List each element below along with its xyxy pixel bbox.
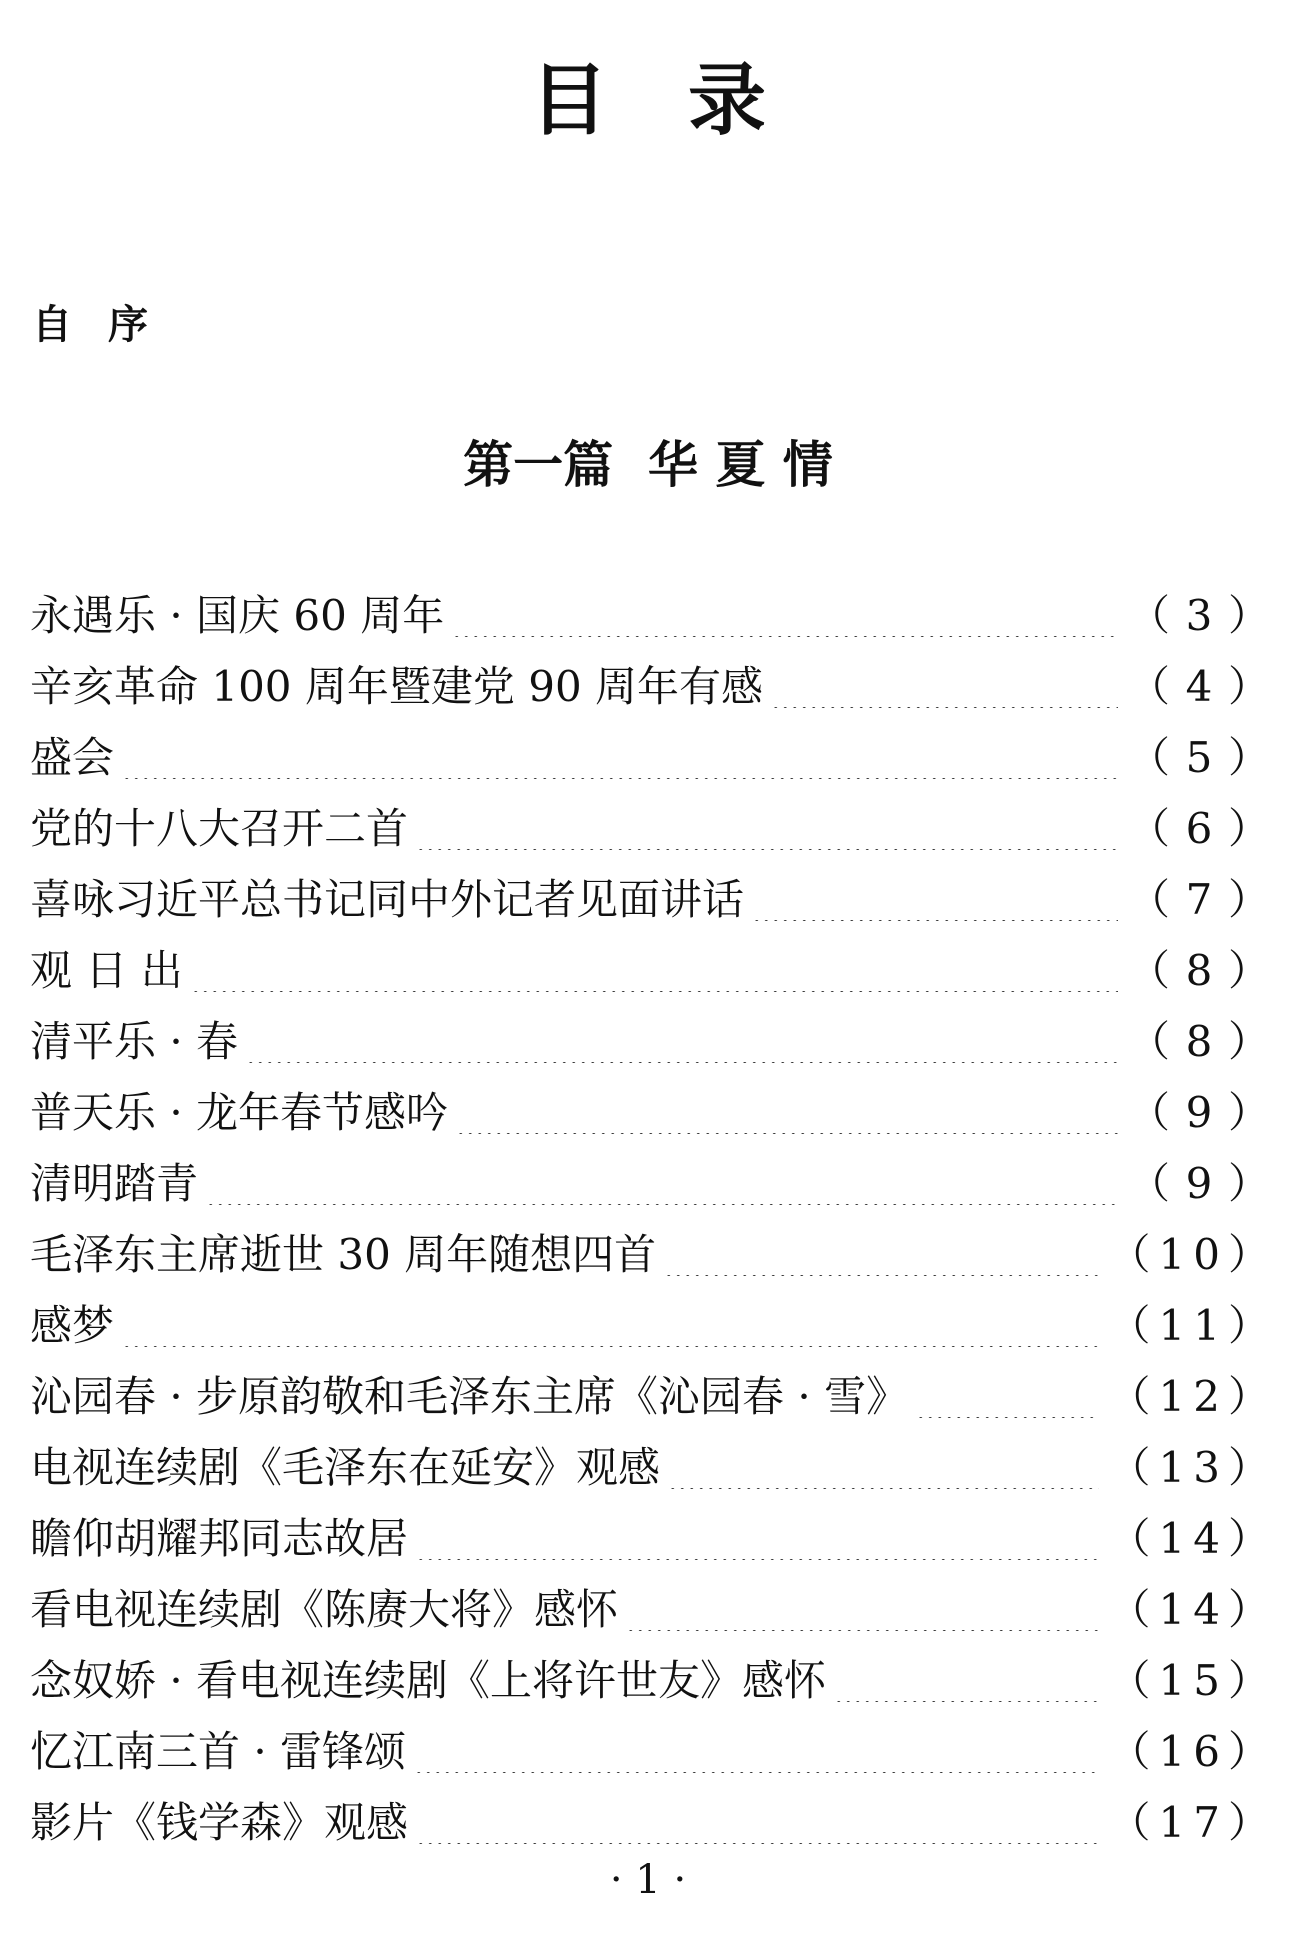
open-paren: （	[1108, 1300, 1151, 1350]
toc-page-number: 7	[1185, 874, 1221, 924]
toc-page-number: 17	[1158, 1797, 1228, 1847]
toc-page-ref	[1108, 1442, 1270, 1492]
toc-entry-title: 盛会	[30, 732, 115, 782]
toc-entry-title: 观 日 出	[30, 945, 183, 995]
toc-entry	[30, 1148, 1270, 1219]
toc-page-number: 8	[1185, 945, 1221, 995]
open-paren: （	[1108, 1797, 1151, 1847]
toc-page-ref	[1128, 945, 1270, 995]
toc-page-ref	[1128, 732, 1270, 782]
close-paren: ）	[1227, 1158, 1270, 1208]
toc-page-ref	[1128, 1016, 1270, 1066]
toc-page-number: 15	[1158, 1655, 1228, 1705]
toc-page-number: 14	[1158, 1584, 1228, 1634]
toc-entry-title: 清平乐 · 春	[30, 1016, 239, 1066]
toc-entry	[30, 1432, 1270, 1503]
close-paren: ）	[1227, 803, 1270, 853]
open-paren: （	[1128, 803, 1171, 853]
toc-entry-title: 影片《钱学森》观感	[30, 1797, 409, 1847]
toc-page-ref	[1108, 1371, 1270, 1421]
open-paren: （	[1108, 1513, 1151, 1563]
close-paren: ）	[1227, 1584, 1270, 1634]
dot-leader	[452, 595, 1118, 637]
preface-heading: 自序	[32, 301, 184, 348]
close-paren: ）	[1227, 1229, 1270, 1279]
dot-leader	[122, 1305, 1099, 1347]
toc-page-ref	[1128, 590, 1270, 640]
dot-leader	[191, 950, 1118, 992]
toc-entry	[30, 722, 1270, 793]
toc-entry	[30, 651, 1270, 722]
dot-leader	[664, 1234, 1098, 1276]
toc-page-number: 10	[1158, 1229, 1228, 1279]
dot-leader	[771, 666, 1118, 708]
toc-page-ref	[1108, 1726, 1270, 1776]
toc-entry	[30, 1077, 1270, 1148]
toc-entry	[30, 864, 1270, 935]
toc-entry-title: 忆江南三首 · 雷锋颂	[30, 1726, 407, 1776]
toc-page-number: 16	[1158, 1726, 1228, 1776]
toc-page-ref	[1108, 1300, 1270, 1350]
toc-page-number: 12	[1158, 1371, 1228, 1421]
toc-entry-title: 电视连续剧《毛泽东在延安》观感	[30, 1442, 661, 1492]
dot-leader	[246, 1021, 1118, 1063]
toc-entry	[30, 1574, 1270, 1645]
dot-leader	[668, 1447, 1099, 1489]
open-paren: （	[1128, 590, 1171, 640]
toc-entry	[30, 793, 1270, 864]
toc-entry	[30, 935, 1270, 1006]
toc-page-number: 13	[1158, 1442, 1228, 1492]
dot-leader	[206, 1163, 1118, 1205]
dot-leader	[626, 1589, 1099, 1631]
toc-entry-title: 看电视连续剧《陈赓大将》感怀	[30, 1584, 619, 1634]
open-paren: （	[1128, 1158, 1171, 1208]
toc-entry	[30, 1787, 1270, 1858]
toc-page-number: 9	[1185, 1158, 1221, 1208]
dot-leader	[456, 1092, 1118, 1134]
close-paren: ）	[1227, 661, 1270, 711]
table-of-contents	[30, 580, 1270, 1858]
toc-entry	[30, 1645, 1270, 1716]
open-paren: （	[1108, 1371, 1151, 1421]
toc-page-ref	[1108, 1797, 1270, 1847]
dot-leader	[414, 1731, 1098, 1773]
toc-entry-title: 清明踏青	[30, 1158, 199, 1208]
open-paren: （	[1128, 1016, 1171, 1066]
close-paren: ）	[1227, 1016, 1270, 1066]
page-title: 目录	[529, 55, 846, 146]
toc-page-ref	[1108, 1584, 1270, 1634]
toc-entry	[30, 1006, 1270, 1077]
close-paren: ）	[1227, 590, 1270, 640]
open-paren: （	[1108, 1655, 1151, 1705]
toc-page-ref	[1128, 1087, 1270, 1137]
open-paren: （	[1128, 1087, 1171, 1137]
toc-page-number: 9	[1185, 1087, 1221, 1137]
close-paren: ）	[1227, 1797, 1270, 1847]
toc-entry-title: 毛泽东主席逝世 30 周年随想四首	[30, 1229, 657, 1279]
close-paren: ）	[1227, 1655, 1270, 1705]
toc-page-number: 14	[1158, 1513, 1228, 1563]
toc-page-number: 11	[1158, 1300, 1228, 1350]
toc-page-number: 4	[1185, 661, 1221, 711]
toc-page-ref	[1108, 1513, 1270, 1563]
toc-page-ref	[1128, 874, 1270, 924]
open-paren: （	[1108, 1229, 1151, 1279]
toc-page-ref	[1128, 661, 1270, 711]
close-paren: ）	[1227, 1371, 1270, 1421]
open-paren: （	[1128, 945, 1171, 995]
close-paren: ）	[1227, 1513, 1270, 1563]
toc-entry-title: 喜咏习近平总书记同中外记者见面讲话	[30, 874, 745, 924]
open-paren: （	[1108, 1442, 1151, 1492]
toc-entry	[30, 1219, 1270, 1290]
toc-entry-title: 普天乐 · 龙年春节感吟	[30, 1087, 449, 1137]
toc-entry-title: 辛亥革命 100 周年暨建党 90 周年有感	[30, 661, 764, 711]
toc-entry	[30, 1361, 1270, 1432]
page-number-footer: · 1 ·	[609, 1857, 687, 1903]
close-paren: ）	[1227, 945, 1270, 995]
toc-page-ref	[1108, 1229, 1270, 1279]
part-title: 第一篇 华 夏 情	[463, 435, 833, 494]
toc-page-number: 3	[1185, 590, 1221, 640]
toc-page-number: 8	[1185, 1016, 1221, 1066]
dot-leader	[916, 1376, 1098, 1418]
toc-entry-title: 沁园春 · 步原韵敬和毛泽东主席《沁园春 · 雪》	[30, 1371, 909, 1421]
toc-page-ref	[1108, 1655, 1270, 1705]
toc-page-number: 6	[1185, 803, 1221, 853]
dot-leader	[122, 737, 1118, 779]
toc-page-number: 5	[1185, 732, 1221, 782]
toc-entry-title: 瞻仰胡耀邦同志故居	[30, 1513, 409, 1563]
toc-entry-title: 感梦	[30, 1300, 115, 1350]
dot-leader	[416, 808, 1118, 850]
close-paren: ）	[1227, 1726, 1270, 1776]
open-paren: （	[1128, 732, 1171, 782]
toc-entry	[30, 1290, 1270, 1361]
dot-leader	[752, 879, 1118, 921]
close-paren: ）	[1227, 1087, 1270, 1137]
open-paren: （	[1128, 661, 1171, 711]
dot-leader	[834, 1660, 1098, 1702]
open-paren: （	[1108, 1584, 1151, 1634]
toc-entry-title: 党的十八大召开二首	[30, 803, 409, 853]
open-paren: （	[1128, 874, 1171, 924]
close-paren: ）	[1227, 874, 1270, 924]
toc-entry	[30, 1716, 1270, 1787]
toc-entry	[30, 1503, 1270, 1574]
toc-page-ref	[1128, 1158, 1270, 1208]
toc-entry	[30, 580, 1270, 651]
toc-entry-title: 永遇乐 · 国庆 60 周年	[30, 590, 445, 640]
close-paren: ）	[1227, 732, 1270, 782]
toc-entry-title: 念奴娇 · 看电视连续剧《上将许世友》感怀	[30, 1655, 827, 1705]
toc-page-ref	[1128, 803, 1270, 853]
dot-leader	[416, 1518, 1099, 1560]
close-paren: ）	[1227, 1442, 1270, 1492]
open-paren: （	[1108, 1726, 1151, 1776]
dot-leader	[416, 1802, 1099, 1844]
close-paren: ）	[1227, 1300, 1270, 1350]
